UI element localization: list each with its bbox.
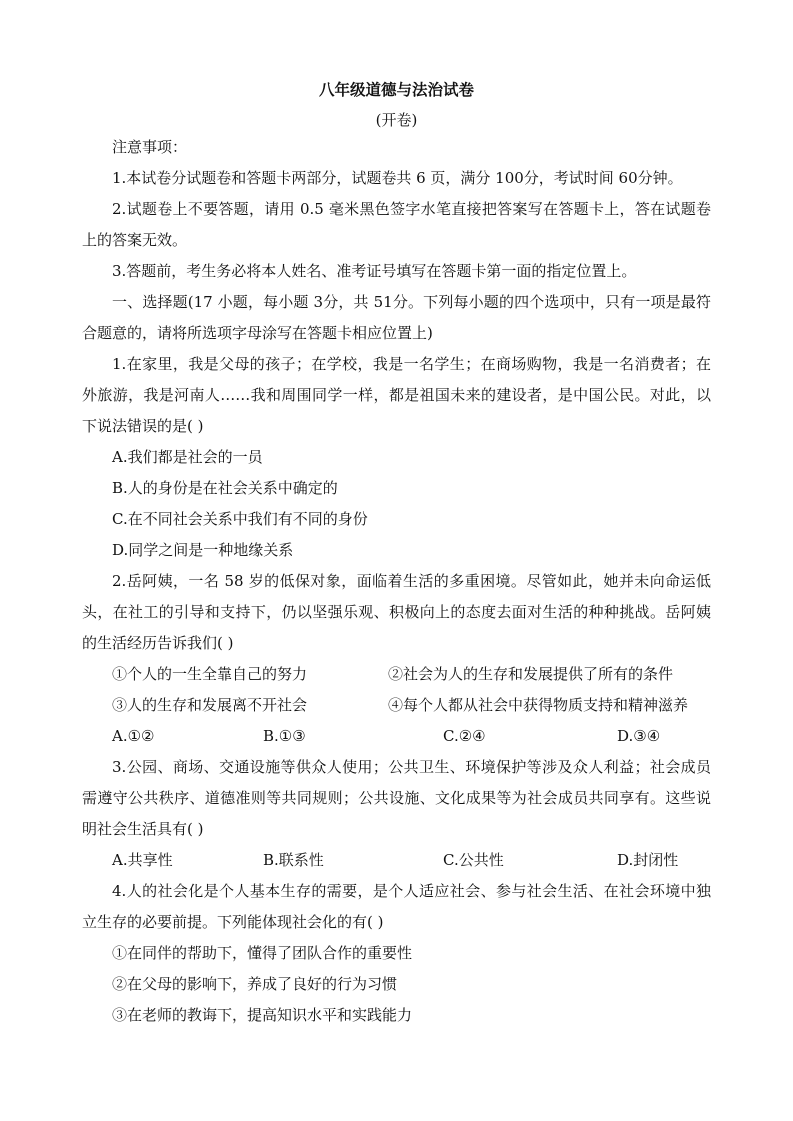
q2-option-c: C.②④ [443, 727, 486, 745]
notice-heading: 注意事项： [112, 138, 188, 156]
q2-statement-3: ③人的生存和发展离不开社会 [112, 696, 308, 714]
q2-statement-row [82, 659, 711, 690]
q3-option-d: D.封闭性 [617, 851, 679, 869]
q2-statement-row [82, 690, 711, 721]
q2-statement-2: ②社会为人的生存和发展提供了所有的条件 [388, 665, 674, 683]
q3-option-b: B.联系性 [263, 851, 324, 869]
q3-option-a: A.共享性 [112, 851, 173, 869]
section-heading: 一、选择题(17 小题，每小题 3分，共 51分。下列每小题的四个选项中，只有一项是最符合题意的，请将所选项字母涂写在答题卡相应位置上) [82, 293, 711, 342]
q1-option-d: D.同学之间是一种地缘关系 [112, 541, 294, 559]
q2-option-b: B.①③ [263, 727, 306, 745]
page-title: 八年级道德与法治试卷 [318, 80, 474, 99]
q2-statement-4: ④每个人都从社会中获得物质支持和精神滋养 [388, 696, 689, 714]
question-4-stem: 4.人的社会化是个人基本生存的需要，是个人适应社会、参与社会生活、在社会环境中独立生存的必要前提。下列能体现社会化的有( ) [82, 882, 711, 931]
q2-options-row [82, 721, 711, 752]
question-1-stem: 1.在家里，我是父母的孩子；在学校，我是一名学生；在商场购物，我是一名消费者；在外旅游，我是河南人……我和周围同学一样，都是祖国未来的建设者，是中国公民。对此，以下说法错误的是( ) [82, 355, 711, 435]
q3-options-row [82, 845, 711, 876]
q1-option-b: B.人的身份是在社会关系中确定的 [112, 479, 338, 497]
q2-statement-1: ①个人的一生全靠自己的努力 [112, 665, 308, 683]
q1-option-a: A.我们都是社会的一员 [112, 448, 263, 466]
notice-item: 3.答题前，考生务必将本人姓名、准考证号填写在答题卡第一面的指定位置上。 [112, 262, 637, 280]
q4-statement-1: ①在同伴的帮助下，懂得了团队合作的重要性 [112, 944, 413, 962]
q4-statement-3: ③在老师的教诲下，提高知识水平和实践能力 [112, 1006, 413, 1024]
question-2-stem: 2.岳阿姨，一名 58 岁的低保对象，面临着生活的多重困境。尽管如此，她并未向命运低头，在社工的引导和支持下，仍以坚强乐观、积极向上的态度去面对生活的种种挑战。岳阿姨的生活经历告诉我们( ) [82, 572, 711, 652]
q3-option-c: C.公共性 [443, 851, 504, 869]
page-subtitle: (开卷) [375, 111, 418, 129]
notice-item: 1.本试卷分试题卷和答题卡两部分，试题卷共 6 页，满分 100分，考试时间 60分钟。 [112, 169, 683, 187]
q4-statement-2: ②在父母的影响下，养成了良好的行为习惯 [112, 975, 398, 993]
notice-item: 2.试题卷上不要答题，请用 0.5 毫米黑色签字水笔直接把答案写在答题卡上，答在试题卷上的答案无效。 [82, 200, 711, 249]
q2-option-a: A.①② [112, 727, 155, 745]
q2-option-d: D.③④ [617, 727, 661, 745]
q1-option-c: C.在不同社会关系中我们有不同的身份 [112, 510, 368, 528]
question-3-stem: 3.公园、商场、交通设施等供众人使用；公共卫生、环境保护等涉及众人利益；社会成员需遵守公共秩序、道德准则等共同规则；公共设施、文化成果等为社会成员共同享有。这些说明社会生活具有( ) [82, 758, 711, 838]
